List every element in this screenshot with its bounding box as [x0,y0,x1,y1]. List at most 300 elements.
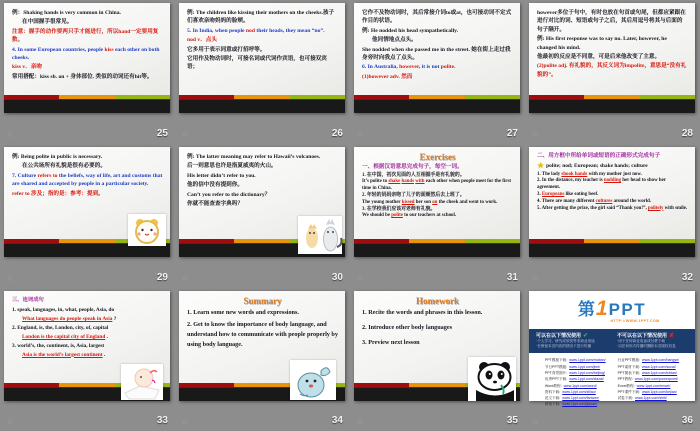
ribbon-stripe-segment [354,383,409,387]
ribbon-stripe-segment [354,95,409,99]
text-segment: 5. In India, when people [187,27,246,34]
text-segment: 例: He nodded his head sympathetically. [362,27,459,34]
text-segment: 例：Shaking hands is very common in China. [12,10,121,16]
ribbon-black-bar [4,99,170,113]
slide-number: 33 [156,415,168,426]
ribbon-stripe-segment [4,383,59,387]
text-segment: 6. In Australia, [362,64,400,71]
text-segment: . [102,351,106,358]
ribbon-stripe-segment [115,95,170,99]
text-paragraph [187,191,338,199]
slide-number: 30 [331,272,343,283]
text-segment: 7. Culture [12,172,38,179]
text-paragraph [12,73,163,81]
text-segment: 三、连词成句 [12,297,44,303]
slide-number: 29 [156,272,168,283]
ribbon-stripe-segment [4,239,59,243]
ribbon-stripe-segment [529,239,584,243]
text-segment: nodding [603,178,622,184]
slide-cell [350,288,525,431]
text-segment: Can’t you refer to the dictionary？ [187,191,271,198]
corner-mark-icon: ☆ [6,273,15,283]
corner-mark-icon: ☆ [356,416,365,426]
link-label: PPT背景图片: [544,370,568,375]
link-url[interactable]: www.1ppt.com/xiazai/ [569,377,604,382]
text-segment: around the world. [612,198,652,204]
ribbon-stripe-segment [465,95,520,99]
slide-number: 34 [331,415,343,426]
text-segment: 3. Preview next lesson [362,338,420,346]
slide-number: 31 [506,272,518,283]
text-segment: 2. Introduce other body languages [362,323,453,331]
slide-ribbon [354,239,520,257]
text-segment: 1. speak, languages, in, what, people, Asia, do [12,306,115,313]
ribbon-black-bar [354,243,520,257]
link-url[interactable]: www.1ppt.com/ziliao/ [562,389,596,394]
text-segment: her head to show her agreement. [537,178,666,191]
slide-content [179,291,345,350]
text-segment: kiss v．亲吻 [12,64,42,71]
text-paragraph [362,63,513,71]
link-url[interactable]: www.1ppt.com/tubiao/ [641,370,678,375]
ribbon-stripe-segment [179,383,234,387]
slide-footer [181,416,343,426]
text-segment: 2. England, is, the, London, city, of, capital [12,324,109,331]
text-segment: 1. The lady [537,171,562,177]
text-paragraph [362,173,513,180]
slide-content [354,147,520,220]
text-paragraph [362,323,513,333]
ribbon-stripe-segment [584,239,639,243]
text-segment: with [415,179,425,185]
text-paragraph [362,36,513,44]
text-segment: her son [414,199,433,205]
text-paragraph [187,46,338,54]
text-paragraph [362,179,513,193]
text-paragraph [12,307,163,315]
links-column [545,357,606,407]
ribbon-stripe-segment [640,239,695,243]
corner-mark-icon: ☆ [181,273,190,283]
slide-title: Summary [243,296,282,306]
text-paragraph [362,200,513,207]
text-segment: 4. There are many different [537,198,596,204]
text-segment: 它多用于表示同意或打招呼等。 [187,46,266,53]
license-denied-title: 不可以在以下情况使用 ✘ [617,332,675,339]
link-url[interactable]: www.1ppt.com/fanwen/ [562,396,600,401]
ribbon-stripe-segment [234,239,289,243]
link-row [618,395,680,401]
ribbon-stripe [4,95,170,99]
text-segment: the cheek and went to work. [437,199,498,205]
text-paragraph [12,46,163,63]
text-segment: each other on both cheeks. [12,46,160,61]
ribbon-stripe-segment [584,95,639,99]
text-segment: 1. Recite the words and phrases in this lesson. [362,309,483,316]
text-paragraph [187,9,338,26]
slide-footer [181,129,343,139]
link-url[interactable]: www.1ppt.com/beijing/ [569,370,605,375]
text-segment: 注意：握手的动作要两只手才能进行，所以hand一定要用复数。 [12,28,159,44]
text-segment: on [432,199,438,205]
pig-icon [121,364,163,400]
slide-ribbon [529,95,695,113]
text-segment: however多位于句中，有时也放在句首或句尾，但都应紧跟在进行对比的词、短语或句子之后，其后用逗号将其与后面的句子隔开。 [537,10,686,33]
license-line: ·在保留本页内容的情况下进行传播 [536,343,592,348]
slide-cell [525,288,700,431]
text-paragraph [187,172,338,180]
text-segment: kiss [104,46,114,53]
links-area [529,353,695,407]
text-segment: The young mother [362,199,402,205]
text-segment: London is the capital city of England [22,333,106,340]
license-allowed-title: 可以在以下情况使用 ✔ [536,332,589,339]
text-segment: 4. In some European countries, people [12,46,105,53]
slide-footer [531,129,693,139]
text-segment: with my mother just now. [587,171,642,177]
text-segment: She nodded when she passed me in the street. 她在街上走过我身旁时向我点了点头。 [362,46,511,61]
link-label: PPT图表下载: [617,370,640,375]
link-url[interactable]: www.1ppt.com/kejian/ [641,389,677,394]
text-segment: 例: His first response was to say no. Later, however, he changed his mind. [537,36,667,51]
ribbon-stripe-segment [354,239,409,243]
link-label: 资料下载: [544,389,561,394]
slide-content [4,147,170,198]
slide-cell [525,144,700,288]
ribbon-black-bar [529,243,695,257]
slide-thumbnail[interactable] [4,3,170,113]
corner-mark-icon: ☆ [531,416,540,426]
link-label: Excel教程: [617,383,635,388]
slide-cell [0,0,175,144]
slide-thumbnail[interactable] [4,147,170,257]
link-label: 试卷下载: [617,396,633,401]
text-paragraph [187,320,338,350]
license-line: ·个人学习、研究或欣赏等非商业用途 [536,338,595,343]
text-segment: 5. After getting the prize, the girl said “Thank you!”, [537,205,648,211]
link-url[interactable]: www.1ppt.com/jiaoan/ [562,402,598,407]
text-segment: cultures [595,198,613,204]
text-paragraph [537,53,688,61]
text-paragraph [537,62,688,79]
text-paragraph [537,199,688,206]
text-paragraph [12,28,163,45]
link-label: 优秀PPT下载: [544,377,568,382]
text-segment: politely [647,205,664,211]
slide-number: 35 [506,415,518,426]
slide-content [354,291,520,348]
star-icon: ★ [537,160,545,170]
text-paragraph [187,27,338,35]
text-segment: kissed [401,199,415,205]
text-segment: 1. Learn some new words and expressions. [187,309,299,316]
corner-mark-icon: ☆ [356,273,365,283]
text-segment: 后一则意思也许是指夏威夷的火山。 [187,163,277,170]
slide-thumbnail[interactable] [354,147,520,257]
ribbon-black-bar [354,99,520,113]
license-denied [617,332,688,350]
text-paragraph [537,9,688,34]
slide-content [529,147,695,212]
slide-thumbnail[interactable] [4,291,170,401]
text-paragraph [12,190,163,198]
slide-ribbon [529,239,695,257]
text-segment: 2. Get to know the importance of body language, and understand how to communicate with people properly by using body language. [187,321,338,349]
ribbon-stripe-segment [409,383,464,387]
ribbon-stripe-segment [465,239,520,243]
license-line: ·以任何形式传播时删除本页版权信息 [617,343,676,348]
ribbon-stripe-segment [234,95,289,99]
slide-footer [356,129,518,139]
slide-cell [175,0,350,144]
link-label: PPT教程: [617,377,633,382]
text-paragraph [187,181,338,189]
text-segment: 3. 在学校我们应该对老师有礼貌。 [362,206,436,212]
text-paragraph [12,18,163,26]
link-url[interactable]: www.1ppt.com/moban/ [569,358,606,363]
slide-footer [6,273,168,283]
text-segment: . [105,333,108,340]
text-segment: to our teachers at school. [402,213,457,219]
text-segment: Europeans [541,192,565,198]
slide-footer [531,416,693,426]
text-segment: 在中国握手很常见。 [22,19,73,26]
slide-footer [6,129,168,139]
text-segment: What languages do people speak in Asia [22,315,113,322]
text-segment: refers to [37,172,58,179]
text-paragraph [187,55,338,72]
link-label: Word教程: [544,383,562,388]
text-segment: with smile. [663,205,688,211]
ribbon-black-bar [529,99,695,113]
text-segment: 1. 在中国，初次见面的人互相握手是有礼貌的。 [362,172,465,178]
text-paragraph [537,35,688,52]
ribbon-stripe-segment [179,95,234,99]
slide-cell [0,144,175,288]
text-segment: 3. [537,192,542,198]
logo-text-di: 第 [577,300,595,319]
text-segment: each other when people meet for the first time in China. [362,179,511,192]
text-segment: Asia is the world’s largest continent [22,351,103,358]
text-paragraph [12,352,163,360]
link-label: PPT素材下载: [617,364,640,369]
word-box-text: polite; nod; European; shake hands; culture [546,162,648,169]
ribbon-stripe [529,95,695,99]
text-paragraph [362,207,513,214]
text-segment: It’s polite to [362,179,389,185]
slide-ribbon [179,95,345,113]
slide-cell [0,288,175,431]
brand-slide [529,298,695,408]
ribbon-stripe-segment [4,95,59,99]
text-segment: 3. world’s, the, continent, is, Asia, largest [12,342,105,349]
ribbon-stripe-segment [409,239,464,243]
text-segment: , it is not [418,64,441,71]
slide-cell [350,0,525,144]
slide-thumbnail[interactable] [529,291,695,407]
text-segment: like eating beef. [564,192,599,198]
text-segment: 它作不及物动词时，其后常接介词to或at，也可接动词不定式作目的状语。 [362,10,512,25]
cats-icon [298,216,342,254]
slide-number: 25 [156,128,168,139]
text-paragraph [12,9,163,17]
text-segment: their heads, they mean “no”. [254,27,325,34]
hamster-icon [128,214,166,246]
logo-url: HTTP://WWW.1PPT.COM [610,319,660,323]
text-segment: however [399,64,419,71]
slide-thumbnail[interactable] [529,147,695,257]
slide-footer [531,273,693,283]
text-segment: 它用作及物动词时，可接名词或代词作宾语，也可接双宾语； [187,55,327,71]
ribbon-stripe-segment [59,239,114,243]
corner-mark-icon: ☆ [6,129,15,139]
panda-icon [468,357,516,401]
text-segment: 一、根据汉语意思完成句子，每空一词。 [362,164,463,170]
ribbon-stripe [354,239,520,243]
text-segment: ? [112,315,117,322]
cross-icon: ✘ [669,332,675,339]
slide-thumbnail[interactable] [179,3,345,113]
ribbon-stripe-segment [529,95,584,99]
text-segment: shook hands [561,171,588,177]
text-paragraph [12,343,163,351]
link-url[interactable]: www.1ppt.com/powerpoint/ [634,377,678,382]
slide-footer [6,416,168,426]
text-segment: polite [391,213,403,219]
text-paragraph [12,334,163,342]
ribbon-stripe-segment [409,95,464,99]
link-url[interactable]: www.1ppt.com/jieri/ [569,364,601,369]
word-box [537,162,688,170]
text-paragraph [537,206,688,213]
slide-number: 26 [331,128,343,139]
text-segment: (1)however adv. 然而 [362,73,413,80]
text-segment: refer to 涉及；指的是：参考：提到。 [12,190,104,197]
link-url[interactable]: www.1ppt.com/sucai/ [641,364,676,369]
ribbon-stripe-segment [179,239,234,243]
ribbon-stripe-segment [59,383,114,387]
text-segment: shake [388,179,401,185]
seal-icon [290,360,336,400]
text-segment: We should be [362,213,392,219]
slide-cell [175,288,350,431]
link-label: 教案下载: [544,402,561,407]
corner-mark-icon: ☆ [531,129,540,139]
slide-thumbnail[interactable] [179,291,345,401]
logo-text-ppt: PPT [608,300,647,319]
link-row [545,401,606,407]
slide-ribbon [354,95,520,113]
text-segment: (2)polite adj. 有礼貌的，其反义词为impolite，意思是“没有礼貌的”。 [537,63,687,78]
text-segment: 你就不能查查字典吗？ [187,200,243,207]
slide-content [4,291,170,360]
link-label: PPT课件下载: [617,389,640,394]
ribbon-stripe-segment [290,95,345,99]
slide-cell [175,144,350,288]
text-paragraph [12,297,163,305]
text-paragraph [12,316,163,324]
text-segment: nod [245,27,255,34]
slide-cell [525,0,700,144]
text-paragraph [12,325,163,333]
text-paragraph [187,162,338,170]
ribbon-stripe [529,239,695,243]
slide-footer [356,273,518,283]
text-segment: 2. 年轻的妈妈亲吻了儿子的面颊然后去上班了。 [362,193,465,199]
link-label: 范文下载: [544,396,561,401]
text-segment: 二、用方框中所给单词或短语的正确形式完成句子 [537,153,661,159]
slide-thumbnail[interactable] [179,147,345,257]
text-segment: 他同情地点点头。 [372,37,417,44]
link-url[interactable]: www.1ppt.com/shiti/ [634,396,667,401]
slide-thumbnail[interactable] [354,291,520,401]
text-segment: 例: The latter meaning may refer to Hawaii’s volcanoes. [187,154,321,160]
text-paragraph [537,153,688,161]
ribbon-stripe [354,95,520,99]
text-paragraph [362,308,513,318]
corner-mark-icon: ☆ [181,416,190,426]
text-paragraph [537,178,688,192]
ribbon-stripe-segment [640,95,695,99]
link-label: 行业PPT模板: [617,358,640,363]
slide-content [4,3,170,81]
text-paragraph [12,172,163,189]
text-paragraph [362,46,513,63]
text-paragraph [362,193,513,200]
link-url[interactable]: www.1ppt.com/hangye/ [641,358,680,363]
link-url[interactable]: www.1ppt.com/excel/ [636,383,671,388]
text-paragraph [12,162,163,170]
ribbon-stripe [179,95,345,99]
slide-thumbnail[interactable] [354,3,520,113]
slide-content [179,3,345,72]
text-paragraph [187,200,338,208]
text-segment: 常用搭配：kiss sb. on + 身体部位. 类似的动词还有hit等。 [12,73,153,80]
links-column [618,357,680,407]
slide-number: 32 [681,272,693,283]
text-segment: polite. [440,64,456,71]
text-paragraph [187,36,338,44]
corner-mark-icon: ☆ [356,129,365,139]
slide-number: 36 [681,415,693,426]
text-segment: 他最初的反应是不同意，可是后来他改变了主意。 [537,53,661,60]
text-paragraph [187,308,338,318]
corner-mark-icon: ☆ [181,129,190,139]
slide-content [179,147,345,208]
link-url[interactable]: www.1ppt.com/word/ [563,383,597,388]
slide-title: Homework [416,296,459,306]
slide-number: 28 [681,128,693,139]
slide-footer [181,273,343,283]
text-paragraph [362,338,513,348]
slide-content [354,3,520,81]
ribbon-stripe-segment [59,95,114,99]
text-paragraph [12,63,163,71]
slide-thumbnail[interactable] [529,3,695,113]
check-icon: ✔ [583,332,589,339]
link-label: 节日PPT模板: [544,364,568,369]
text-paragraph [362,27,513,35]
text-segment: His letter didn’t refer to you. [187,172,256,179]
text-segment: 2. In the distance, my teacher is [537,178,604,184]
text-paragraph [362,213,513,220]
text-segment: the beliefs, way of life, art and customs that are shared and accepted by people in a particular society. [12,172,163,188]
text-paragraph [187,153,338,161]
license-line: ·用于任何商业用途或付费下载 [617,338,665,343]
license-band [529,329,695,354]
text-paragraph [537,192,688,199]
corner-mark-icon: ☆ [6,416,15,426]
